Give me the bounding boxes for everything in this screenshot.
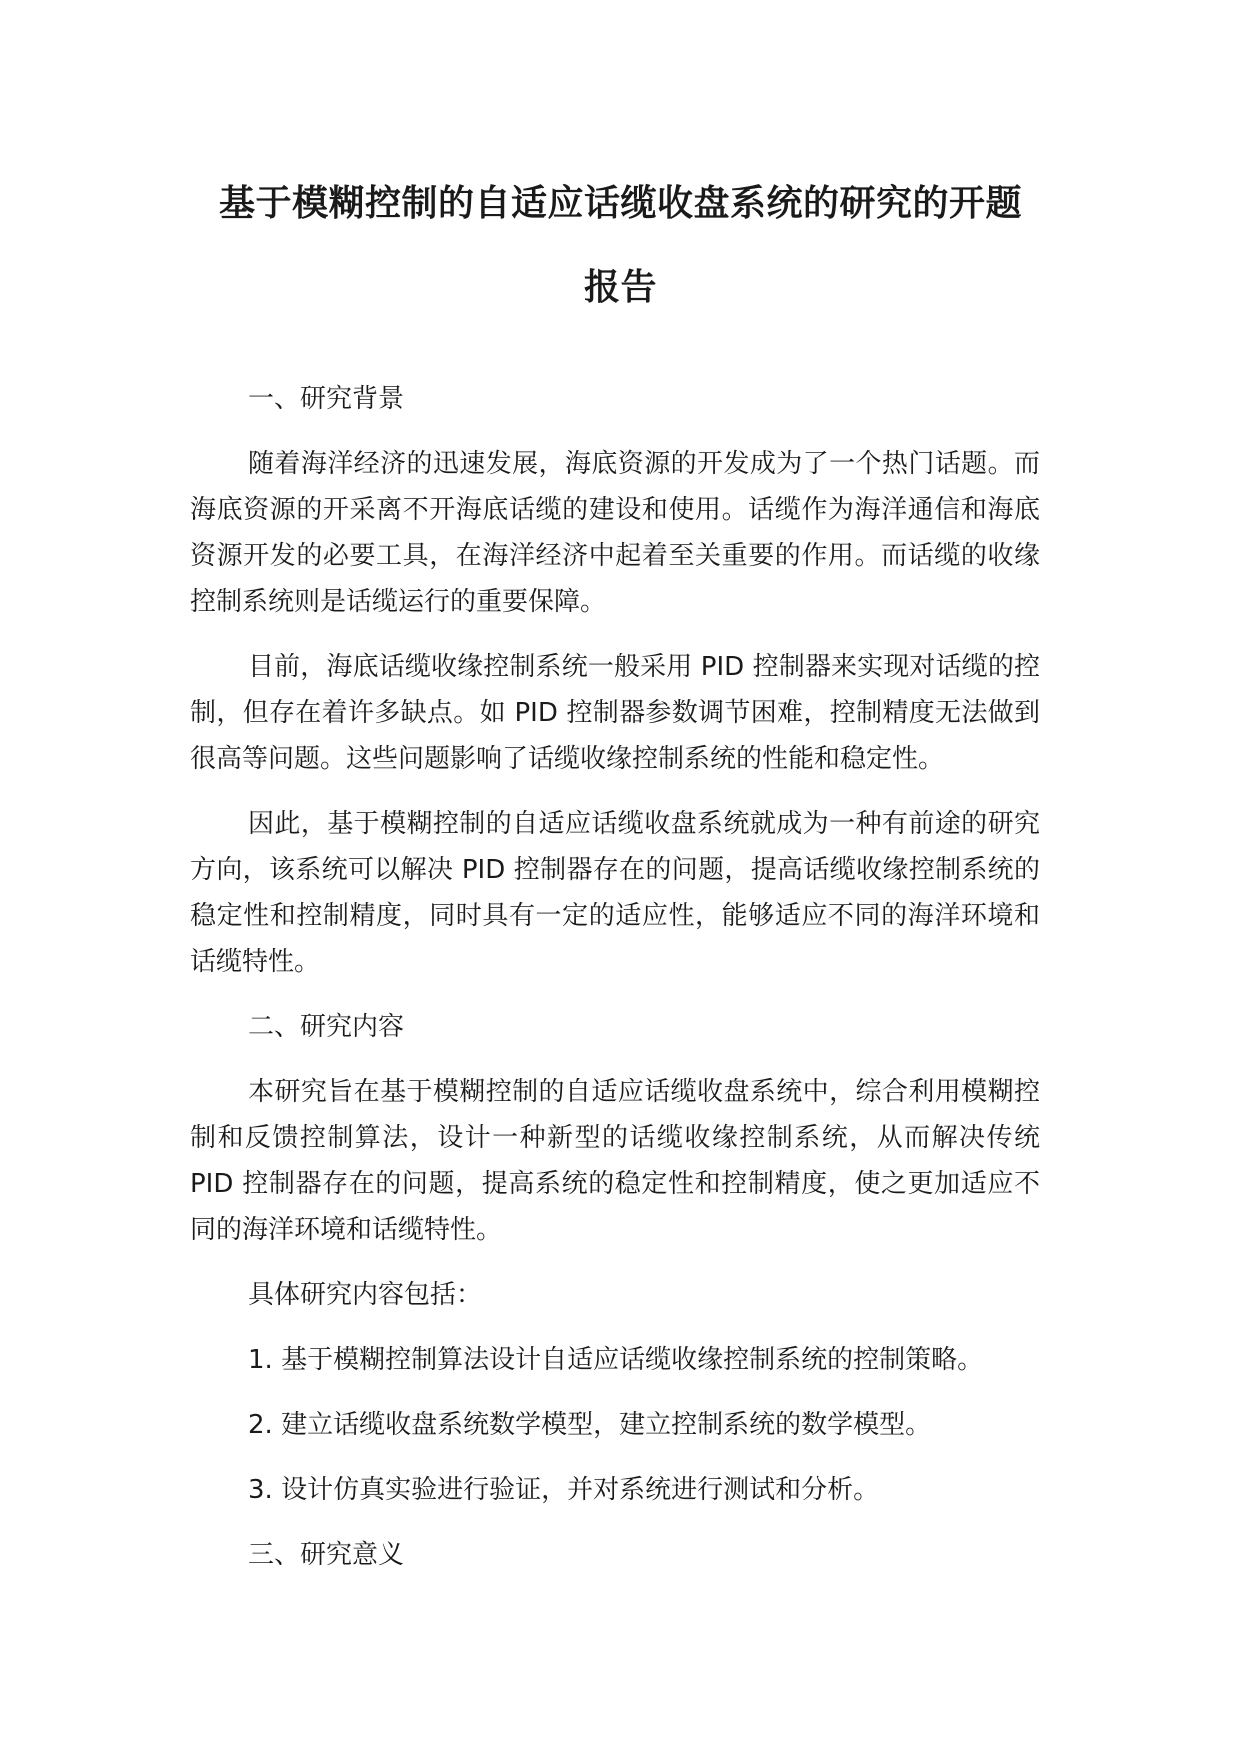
section-heading-significance: 三、研究意义 [248,1540,405,1570]
paragraph: 目前，海底话缆收缘控制系统一般采用 PID 控制器来实现对话缆的控制，但存在着许多缺点。如 PID 控制器参数调节困难，控制精度无法做到很高等问题。这些问题影响了话缆收缘控制系统的性能和稳定性。 [190,652,1040,774]
paragraph: 本研究旨在基于模糊控制的自适应话缆收盘系统中，综合利用模糊控制和反馈控制算法，设计一种新型的话缆收缘控制系统，从而解决传统 PID 控制器存在的问题，提高系统的稳定性和控制精度，使之更加适应不同的海洋环境和话缆特性。 [190,1077,1040,1245]
list-item: 3. 设计仿真实验进行验证，并对系统进行测试和分析。 [248,1475,880,1505]
paragraph: 随着海洋经济的迅速发展，海底资源的开发成为了一个热门话题。而海底资源的开采离不开海底话缆的建设和使用。话缆作为海洋通信和海底资源开发的必要工具，在海洋经济中起着至关重要的作用。而话缆的收缘控制系统则是话缆运行的重要保障。 [190,449,1040,617]
paragraph: 因此，基于模糊控制的自适应话缆收盘系统就成为一种有前途的研究方向，该系统可以解决 PID 控制器存在的问题，提高话缆收缘控制系统的稳定性和控制精度，同时具有一定的适应性，能够适应不同的海洋环境和话缆特性。 [190,809,1040,977]
document-body [190,376,1040,1597]
section-heading-content: 二、研究内容 [248,1012,405,1042]
document-title-line-2: 报告 [583,267,657,308]
list-intro: 具体研究内容包括： [248,1280,483,1310]
list-item: 2. 建立话缆收盘系统数学模型，建立控制系统的数学模型。 [248,1410,932,1440]
section-heading-background: 一、研究背景 [248,384,405,414]
list-item: 1. 基于模糊控制算法设计自适应话缆收缘控制系统的控制策略。 [248,1345,984,1375]
document-title-line-1: 基于模糊控制的自适应话缆收盘系统的研究的开题 [218,183,1022,224]
